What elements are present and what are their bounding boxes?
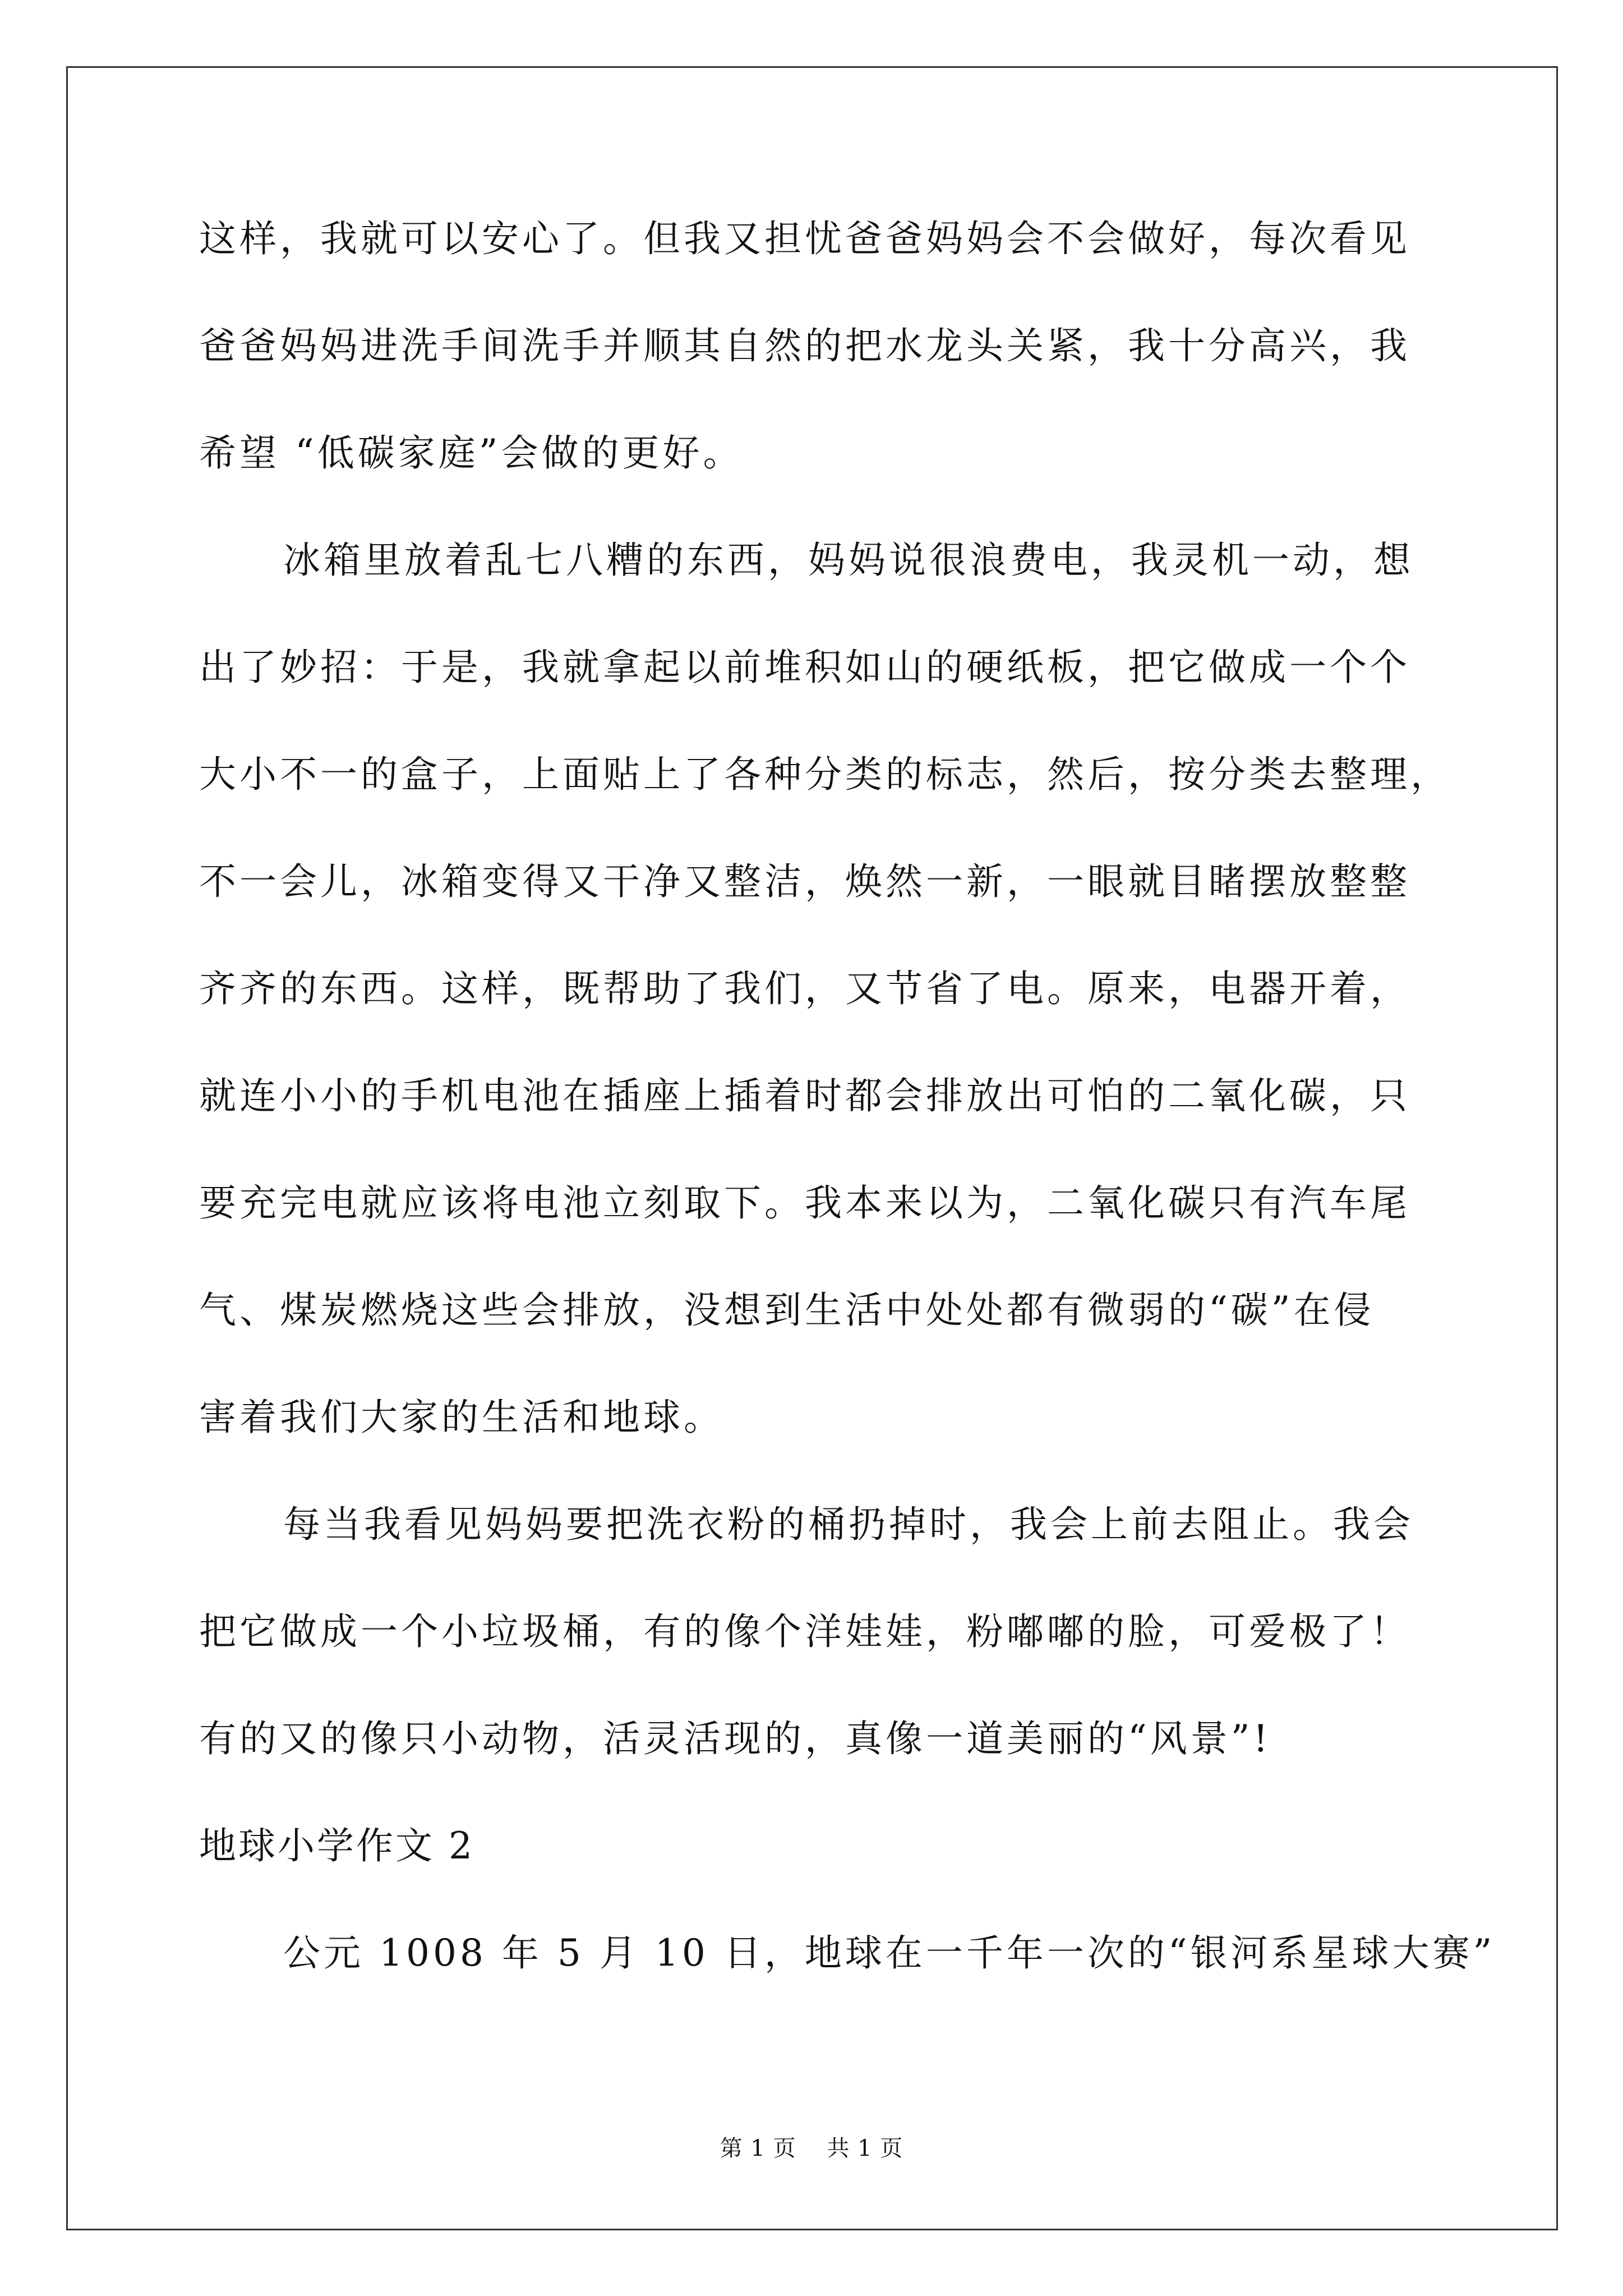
section-heading: 地球小学作文 2 xyxy=(199,1824,474,1867)
paragraph-start-line: 公元 1008 年 5 月 10 日，地球在一千年一次的“银河系星球大赛” xyxy=(283,1931,1496,1975)
text-line: 害着我们大家的生活和地球。 xyxy=(199,1396,724,1439)
text-line: 要充完电就应该将电池立刻取下。我本来以为，二氧化碳只有汽车尾 xyxy=(199,1181,1410,1225)
text-line: 把它做成一个小垃圾桶，有的像个洋娃娃，粉嘟嘟的脸，可爱极了！ xyxy=(199,1610,1410,1653)
text-line: 这样，我就可以安心了。但我又担忧爸爸妈妈会不会做好，每次看见 xyxy=(199,217,1410,260)
paragraph-start-line: 冰箱里放着乱七八糟的东西，妈妈说很浪费电，我灵机一动，想 xyxy=(283,539,1414,582)
text-line: 不一会儿，冰箱变得又干净又整洁，焕然一新，一眼就目睹摆放整整 xyxy=(199,860,1410,903)
paragraph-start-line: 每当我看见妈妈要把洗衣粉的桶扔掉时，我会上前去阻止。我会 xyxy=(283,1503,1414,1546)
text-line: 有的又的像只小动物，活灵活现的，真像一道美丽的“风景”! xyxy=(199,1717,1272,1760)
text-line: 齐齐的东西。这样，既帮助了我们，又节省了电。原来，电器开着， xyxy=(199,967,1410,1010)
text-line: 气、煤炭燃烧这些会排放，没想到生活中处处都有微弱的“碳”在侵 xyxy=(199,1289,1375,1332)
text-line: 爸爸妈妈进洗手间洗手并顺其自然的把水龙头关紧，我十分高兴，我 xyxy=(199,324,1410,367)
text-line: 就连小小的手机电池在插座上插着时都会排放出可怕的二氧化碳，只 xyxy=(199,1074,1410,1117)
text-line: 希望 “低碳家庭”会做的更好。 xyxy=(199,431,744,475)
text-line: 大小不一的盒子，上面贴上了各种分类的标志，然后，按分类去整理， xyxy=(199,753,1451,796)
page-number-footer: 第 1 页 共 1 页 xyxy=(720,2136,903,2161)
text-line: 出了妙招：于是，我就拿起以前堆积如山的硬纸板，把它做成一个个 xyxy=(199,646,1410,689)
document-body xyxy=(199,212,1496,2033)
